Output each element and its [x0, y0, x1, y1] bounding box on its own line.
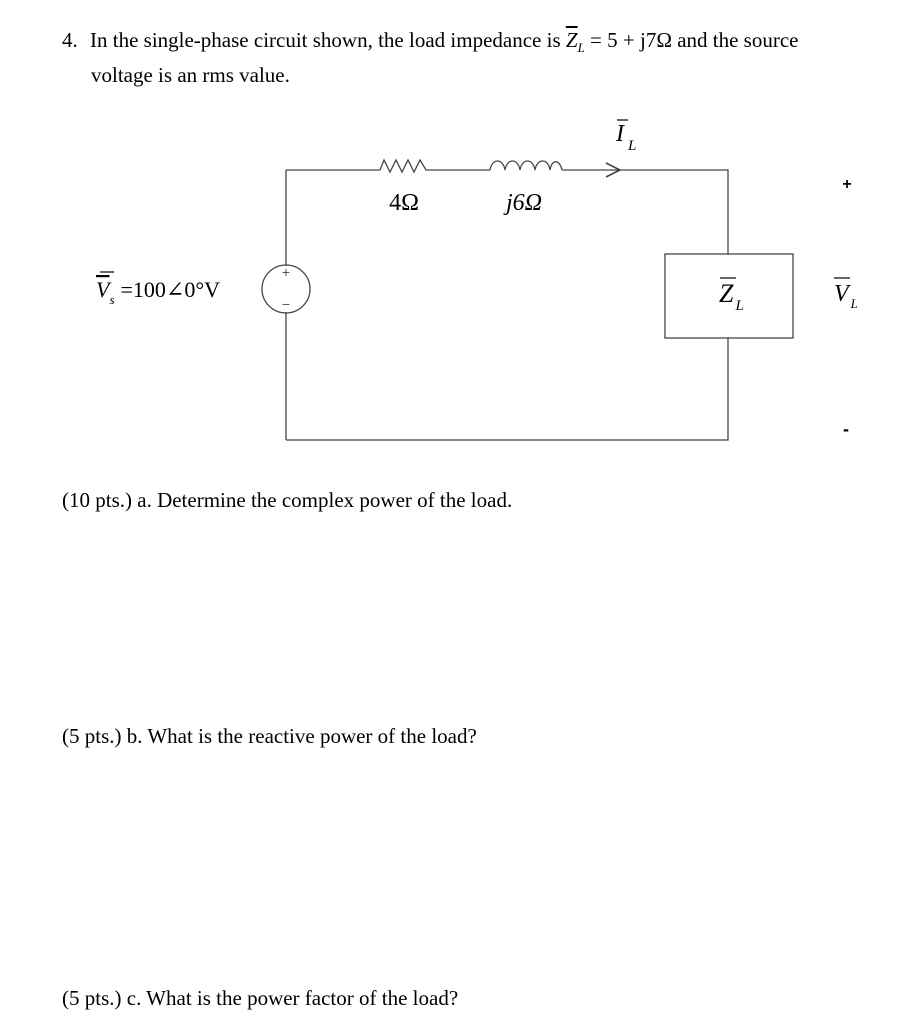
problem-number: 4. — [62, 28, 78, 52]
inductor-label: j6Ω — [505, 190, 543, 216]
question-a: (10 pts.) a. Determine the complex power of the load. — [62, 488, 513, 512]
current-symbol: I — [616, 121, 624, 147]
svg-text:ZL — [719, 279, 744, 314]
vl-plus-sign: + — [842, 176, 852, 193]
zl-subscript: L — [577, 40, 585, 55]
problem-intro: In the single-phase circuit shown, the load impedance is — [90, 28, 566, 52]
source-subscript: s — [109, 292, 115, 307]
problem-line-2: voltage is an rms value. — [91, 63, 290, 87]
source-symbol: V — [96, 277, 110, 302]
wire-top-right — [562, 170, 728, 254]
svg-text:VL — [834, 281, 858, 311]
wire-right-bottom — [286, 338, 728, 440]
svg-text:Vs=100∠0°V — [96, 277, 220, 307]
svg-text:IL — [615, 121, 636, 154]
load-subscript: L — [735, 298, 744, 314]
vl-subscript: L — [850, 296, 858, 311]
zl-value: = 5 + j7Ω — [584, 28, 672, 52]
question-c: (5 pts.) c. What is the power factor of the load? — [62, 986, 459, 1010]
source-value: =100∠0°V — [120, 277, 221, 302]
zl-symbol: $\overline{Z}$ — [565, 28, 578, 52]
current-subscript: L — [628, 138, 637, 154]
inductor-symbol — [490, 161, 562, 170]
question-b: (5 pts.) b. What is the reactive power of the load? — [62, 724, 477, 748]
resistor-symbol — [370, 160, 434, 172]
source-plus-sign: + — [281, 264, 291, 280]
resistor-label: 4Ω — [389, 190, 419, 216]
vl-symbol: V — [834, 281, 849, 307]
source-minus-sign: − — [281, 296, 291, 312]
load-symbol: Z — [719, 279, 734, 308]
problem-after-zl: and the source — [671, 28, 799, 52]
vl-minus-sign: - — [843, 419, 849, 439]
